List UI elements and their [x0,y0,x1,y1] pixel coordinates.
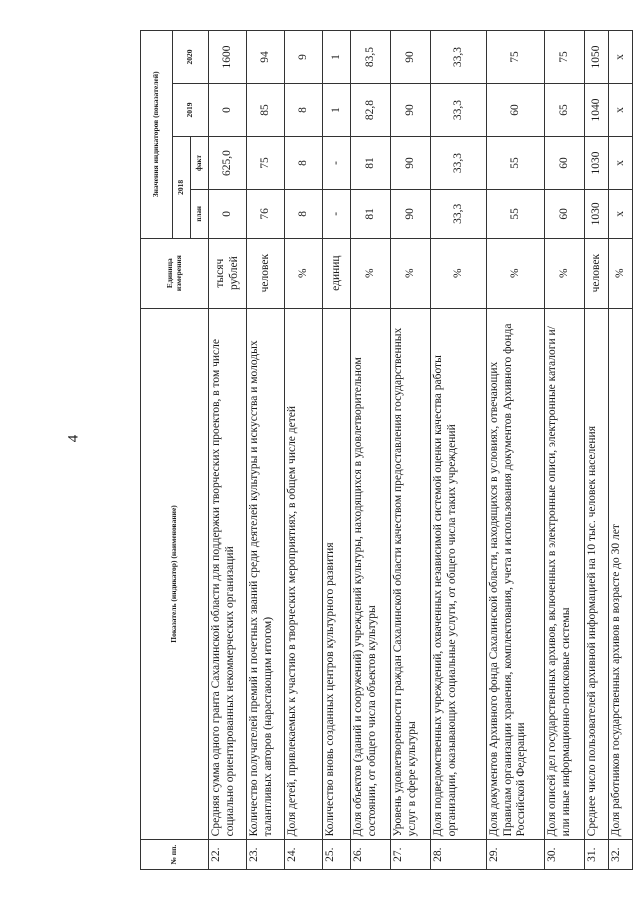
unit-cell: единиц [323,238,351,308]
unit-cell: % [431,238,487,308]
value-2020-cell: 83,5 [351,31,391,84]
value-2020-cell: 75 [487,31,545,84]
value-2020-cell: 90 [391,31,431,84]
fact-2018-cell: - [323,137,351,190]
plan-2018-cell: 60 [545,189,585,238]
header-indicator-name: Показатель (индикатор) (наименование) [141,308,209,840]
fact-2018-cell: 81 [351,137,391,190]
row-number: 27. [391,840,431,870]
unit-cell: % [285,238,323,308]
plan-2018-cell: 81 [351,189,391,238]
unit-cell: % [351,238,391,308]
value-2019-cell: 8 [285,84,323,137]
row-number: 26. [351,840,391,870]
value-2020-cell: 94 [247,31,285,84]
fact-2018-cell: 90 [391,137,431,190]
plan-2018-cell: 0 [209,189,247,238]
plan-2018-cell: 90 [391,189,431,238]
row-number: 30. [545,840,585,870]
value-2020-cell: 1050 [585,31,609,84]
plan-2018-cell: 55 [487,189,545,238]
fact-2018-cell: 55 [487,137,545,190]
fact-2018-cell: 1030 [585,137,609,190]
value-2019-cell: 60 [487,84,545,137]
plan-2018-cell: - [323,189,351,238]
fact-2018-cell: 625,0 [209,137,247,190]
indicator-name: Уровень удовлетворенности граждан Сахалинской области качеством предоставления государственных услуг в сфере культуры [391,308,431,840]
plan-2018-cell: х [609,189,633,238]
fact-2018-cell: 60 [545,137,585,190]
header-unit: Единица измерения [141,238,209,308]
table-row [351,31,391,870]
value-2019-cell: 65 [545,84,585,137]
row-number: 24. [285,840,323,870]
table-row [487,31,545,870]
header-year-2020: 2020 [173,31,209,84]
unit-cell: человек [585,238,609,308]
table-row [391,31,431,870]
row-number: 31. [585,840,609,870]
table-row [545,31,585,870]
fact-2018-cell: 33,3 [431,137,487,190]
indicator-name: Количество вновь созданных центров культурного развития [323,308,351,840]
value-2019-cell: 0 [209,84,247,137]
unit-cell: тысяч рублей [209,238,247,308]
indicator-name: Доля детей, привлекаемых к участию в творческих мероприятиях, в общем числе детей [285,308,323,840]
plan-2018-cell: 1030 [585,189,609,238]
indicator-name: Доля объектов (зданий и сооружений) учреждений культуры, находящихся в удовлетворительном состоянии, от общего числа объектов культуры [351,308,391,840]
header-values: Значения индикаторов (показателей) [141,31,173,239]
row-number: 28. [431,840,487,870]
unit-cell: % [487,238,545,308]
value-2020-cell: 75 [545,31,585,84]
indicator-name: Доля работников государственных архивов в возрасте до 30 лет [609,308,633,840]
fact-2018-cell: 8 [285,137,323,190]
value-2019-cell: 1040 [585,84,609,137]
table-row [209,31,247,870]
value-2020-cell: 1 [323,31,351,84]
header-year-2019: 2019 [173,84,209,137]
table-row [247,31,285,870]
indicators-table [140,30,633,870]
row-number: 22. [209,840,247,870]
row-number: 29. [487,840,545,870]
unit-cell: % [391,238,431,308]
header-fact: факт [191,137,209,190]
indicator-name: Доля подведомственных учреждений, охваченных независимой системой оценки качества работы организации, оказывающих социальные услуги, от общего числа таких учреждений [431,308,487,840]
row-number: 25. [323,840,351,870]
indicator-name: Средняя сумма одного гранта Сахалинской области для поддержки творческих проектов, в том числе социально ориентированных некоммерческих организаций [209,308,247,840]
plan-2018-cell: 8 [285,189,323,238]
fact-2018-cell: х [609,137,633,190]
value-2020-cell: 9 [285,31,323,84]
table-row [323,31,351,870]
value-2019-cell: 1 [323,84,351,137]
row-number: 32. [609,840,633,870]
value-2020-cell: х [609,31,633,84]
unit-cell: % [609,238,633,308]
table-row [285,31,323,870]
table-row [585,31,609,870]
header-no: № пп. [141,840,209,870]
value-2019-cell: 33,3 [431,84,487,137]
page-number: 4 [65,434,82,443]
unit-cell: человек [247,238,285,308]
value-2019-cell: х [609,84,633,137]
indicator-name: Количество получателей премий и почетных званий среди деятелей культуры и искусства и молодых талантливых авторов (нарастающим итогом) [247,308,285,840]
value-2020-cell: 1600 [209,31,247,84]
value-2019-cell: 90 [391,84,431,137]
header-year-2018: 2018 [173,137,191,239]
value-2020-cell: 33,3 [431,31,487,84]
row-number: 23. [247,840,285,870]
indicator-name: Доля описей дел государственных архивов, включенных в электронные описи, электронные каталоги и/или иные информационно-поисковые системы [545,308,585,840]
fact-2018-cell: 75 [247,137,285,190]
rotated-page [140,30,640,870]
indicator-name: Доля документов Архивного фонда Сахалинской области, находящихся в условиях, отвечающих Правилам организации хранения, комплектования, учета и использования документов Архивного фонда Российской Федерации [487,308,545,840]
value-2019-cell: 85 [247,84,285,137]
value-2019-cell: 82,8 [351,84,391,137]
plan-2018-cell: 33,3 [431,189,487,238]
table-row [609,31,633,870]
table-row [431,31,487,870]
plan-2018-cell: 76 [247,189,285,238]
header-plan: план [191,189,209,238]
unit-cell: % [545,238,585,308]
indicator-name: Среднее число пользователей архивной информацией на 10 тыс. человек населения [585,308,609,840]
